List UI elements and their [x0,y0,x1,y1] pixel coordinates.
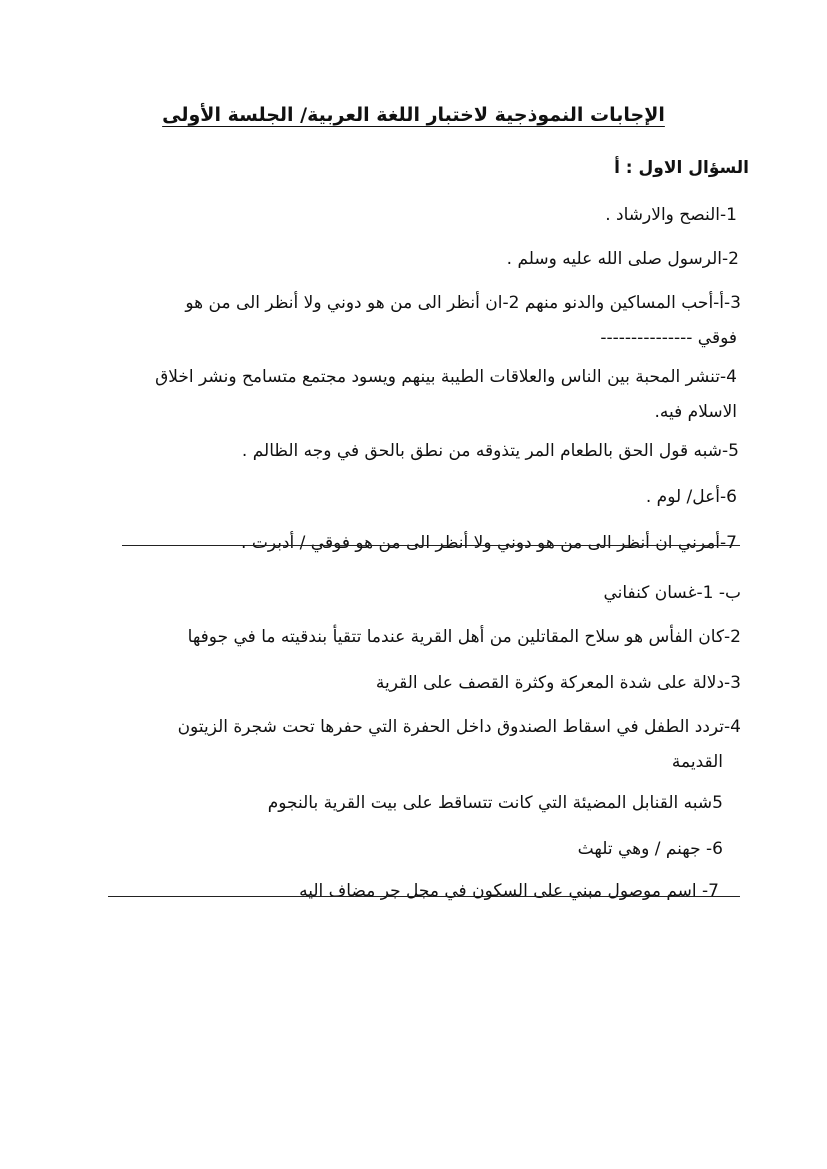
page-title-text: الإجابات النموذجية لاختبار اللغة العربية/ الجلسة الأولى [162,104,665,126]
answer-a-3: 3-أ-أحب المساكين والدنو منهم 2-ان أنظر الى من هو دوني ولا أنظر الى من هو [185,293,741,313]
answer-b-1: ب- 1-غسان كنفاني [603,583,741,603]
answer-a-1: 1-النصح والارشاد . [605,205,737,225]
answer-a-6: 6-أعل/ لوم . [645,487,737,507]
answer-b-5: 5شبه القنابل المضيئة التي كانت تتساقط على بيت القرية بالنجوم [267,793,723,813]
answer-a-4: 4-تنشر المحبة بين الناس والعلاقات الطيبة بينهم ويسود مجتمع متسامح ونشر اخلاق [155,367,737,387]
answer-b-6: 6- جهنم / وهي تلهث [577,839,723,859]
page-title [0,102,827,128]
answer-b-4: 4-تردد الطفل في اسقاط الصندوق داخل الحفرة التي حفرها تحت شجرة الزيتون [177,717,741,737]
answer-b-7: 7- اسم موصول مبني على السكون في مجل جر مضاف اليه [299,881,719,901]
answer-b-4-continued: القديمة [671,752,723,772]
answer-a-2: 2-الرسول صلى الله عليه وسلم . [506,249,739,269]
answer-a-7: 7-أمرني ان أنظر الى من هو دوني ولا أنظر الى من هو فوقي / أدبرت . [241,533,737,553]
section-divider-1 [122,545,740,546]
section-divider-2 [108,896,740,897]
answer-a-5: 5-شبه قول الحق بالطعام المر يتذوقه من نطق بالحق في وجه الظالم . [241,441,739,461]
answer-a-4-continued: الاسلام فيه. [654,402,737,422]
answer-a-3-continued: فوقي --------------- [600,328,737,348]
question-one-heading: السؤال الاول : أ [614,158,749,178]
answer-b-3: 3-دلالة على شدة المعركة وكثرة القصف على القرية [375,673,741,693]
answer-b-2: 2-كان الفأس هو سلاح المقاتلين من أهل القرية عندما تتقيأ بندقيته ما في جوفها [187,627,741,647]
